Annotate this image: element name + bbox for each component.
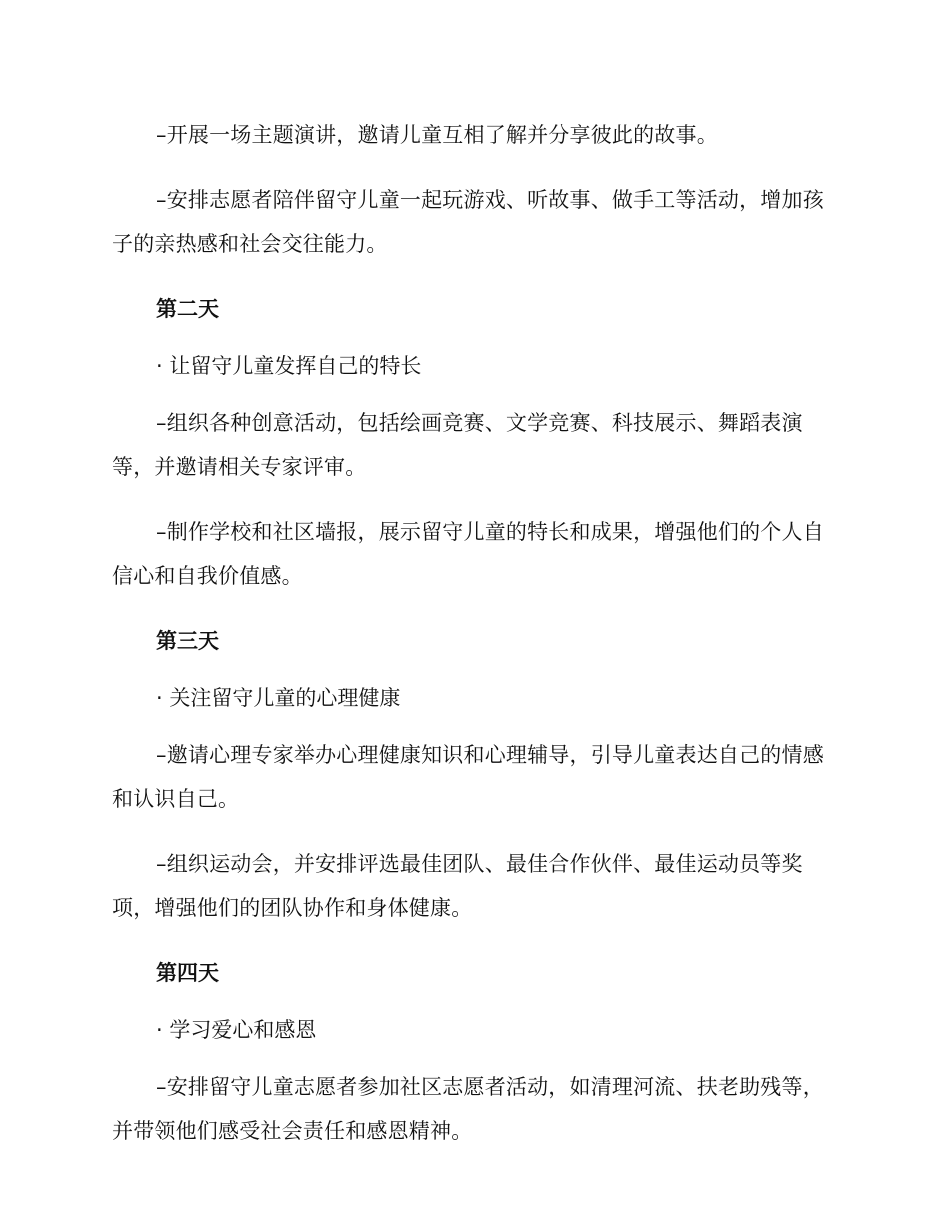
- bullet-mental-health: · 关注留守儿童的心理健康: [156, 686, 401, 710]
- paragraph-activity-speech: –开展一场主题演讲，邀请儿童互相了解并分享彼此的故事。: [156, 123, 718, 147]
- paragraph-activity-volunteers: –安排志愿者陪伴留守儿童一起玩游戏、听故事、做手工等活动，增加孩子的亲热感和社会交往能力。: [112, 188, 824, 256]
- paragraph-activity-creative: –组织各种创意活动，包括绘画竞赛、文学竞赛、科技展示、舞蹈表演等，并邀请相关专家评审。: [112, 411, 803, 479]
- paragraph-activity-psychology: –邀请心理专家举办心理健康知识和心理辅导，引导儿童表达自己的情感和认识自己。: [112, 743, 824, 811]
- heading-day-two: 第二天: [156, 297, 219, 321]
- bullet-talents: · 让留守儿童发挥自己的特长: [156, 354, 422, 378]
- paragraph-activity-community: –安排留守儿童志愿者参加社区志愿者活动，如清理河流、扶老助残等，并带领他们感受社会责任和感恩精神。: [112, 1075, 824, 1143]
- heading-day-four: 第四天: [156, 961, 219, 985]
- paragraph-activity-wallboard: –制作学校和社区墙报，展示留守儿童的特长和成果，增强他们的个人自信心和自我价值感。: [112, 520, 824, 588]
- heading-day-three: 第三天: [156, 629, 219, 653]
- paragraph-activity-sports: –组织运动会，并安排评选最佳团队、最佳合作伙伴、最佳运动员等奖项，增强他们的团队协作和身体健康。: [112, 852, 803, 920]
- bullet-gratitude: · 学习爱心和感恩: [156, 1018, 317, 1042]
- document-body: [112, 113, 824, 1174]
